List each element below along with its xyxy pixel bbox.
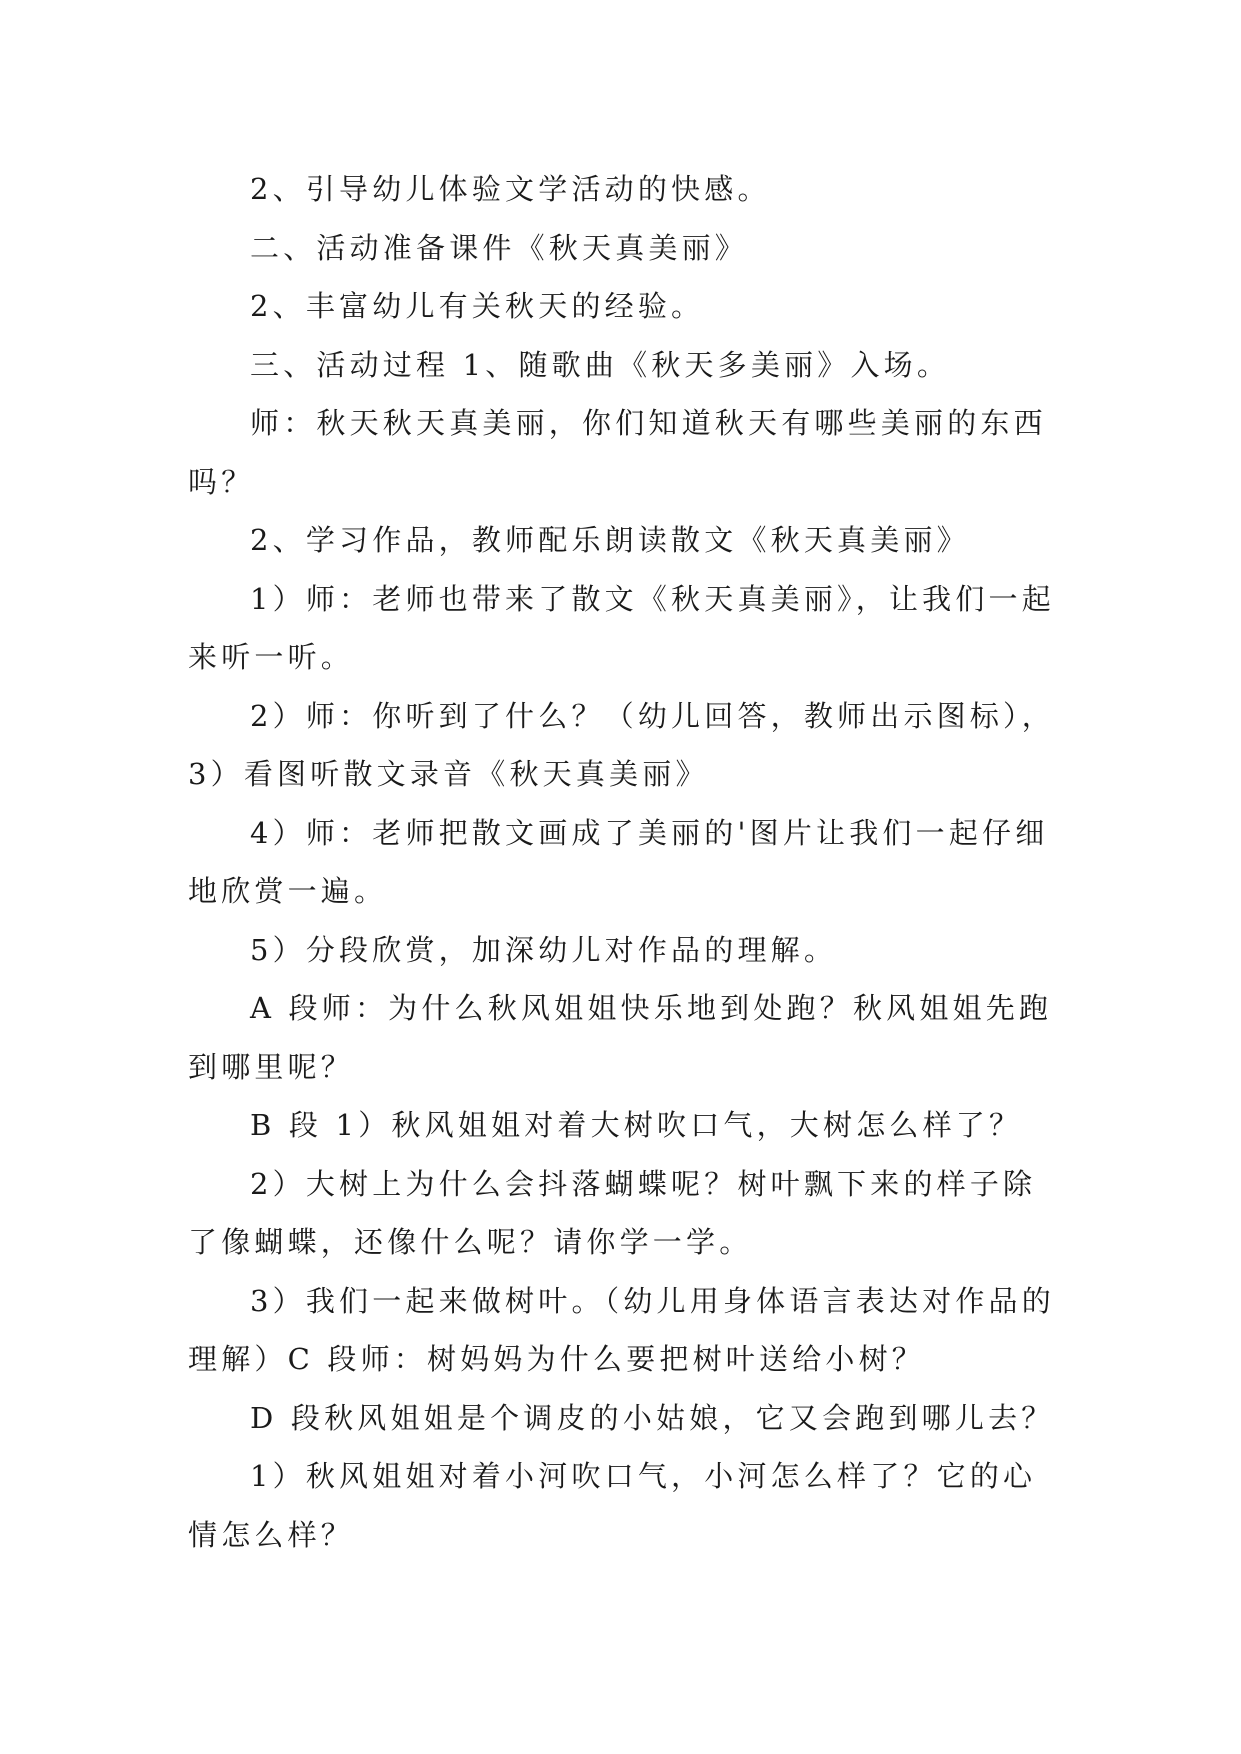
document-body bbox=[188, 160, 1068, 1564]
paragraph: 1）师：老师也带来了散文《秋天真美丽》，让我们一起来听一听。 bbox=[188, 581, 1055, 674]
paragraph: 5）分段欣赏，加深幼儿对作品的理解。 bbox=[250, 932, 838, 967]
paragraph: 二、活动准备课件《秋天真美丽》 bbox=[250, 230, 749, 265]
paragraph: 三、活动过程 1、随歌曲《秋天多美丽》入场。 bbox=[250, 347, 951, 382]
paragraph: A 段师：为什么秋风姐姐快乐地到处跑？秋风姐姐先跑到哪里呢？ bbox=[188, 991, 1053, 1084]
paragraph: 1）秋风姐姐对着小河吹口气，小河怎么样了？它的心情怎么样？ bbox=[188, 1459, 1037, 1552]
paragraph: 3）我们一起来做树叶。（幼儿用身体语言表达对作品的理解）C 段师：树妈妈为什么要把树叶送给小树？ bbox=[188, 1283, 1055, 1376]
paragraph: 师：秋天秋天真美丽，你们知道秋天有哪些美丽的东西吗？ bbox=[188, 406, 1047, 499]
paragraph: 2、引导幼儿体验文学活动的快感。 bbox=[250, 172, 771, 206]
paragraph: 2、丰富幼儿有关秋天的经验。 bbox=[250, 289, 705, 323]
paragraph: 2）师：你听到了什么？（幼儿回答，教师出示图标）， bbox=[250, 698, 1055, 733]
paragraph: B 段 1）秋风姐姐对着大树吹口气，大树怎么样了？ bbox=[250, 1108, 1023, 1142]
paragraph: 2）大树上为什么会抖落蝴蝶呢？树叶飘下来的样子除了像蝴蝶，还像什么呢？请你学一学。 bbox=[188, 1166, 1037, 1259]
paragraph: 3）看图听散文录音《秋天真美丽》 bbox=[188, 757, 709, 791]
paragraph: D 段秋风姐姐是个调皮的小姑娘，它又会跑到哪儿去？ bbox=[250, 1400, 1055, 1435]
paragraph: 4）师：老师把散文画成了美丽的'图片让我们一起仔细地欣赏一遍。 bbox=[188, 815, 1049, 908]
paragraph: 2、学习作品，教师配乐朗读散文《秋天真美丽》 bbox=[250, 523, 970, 557]
